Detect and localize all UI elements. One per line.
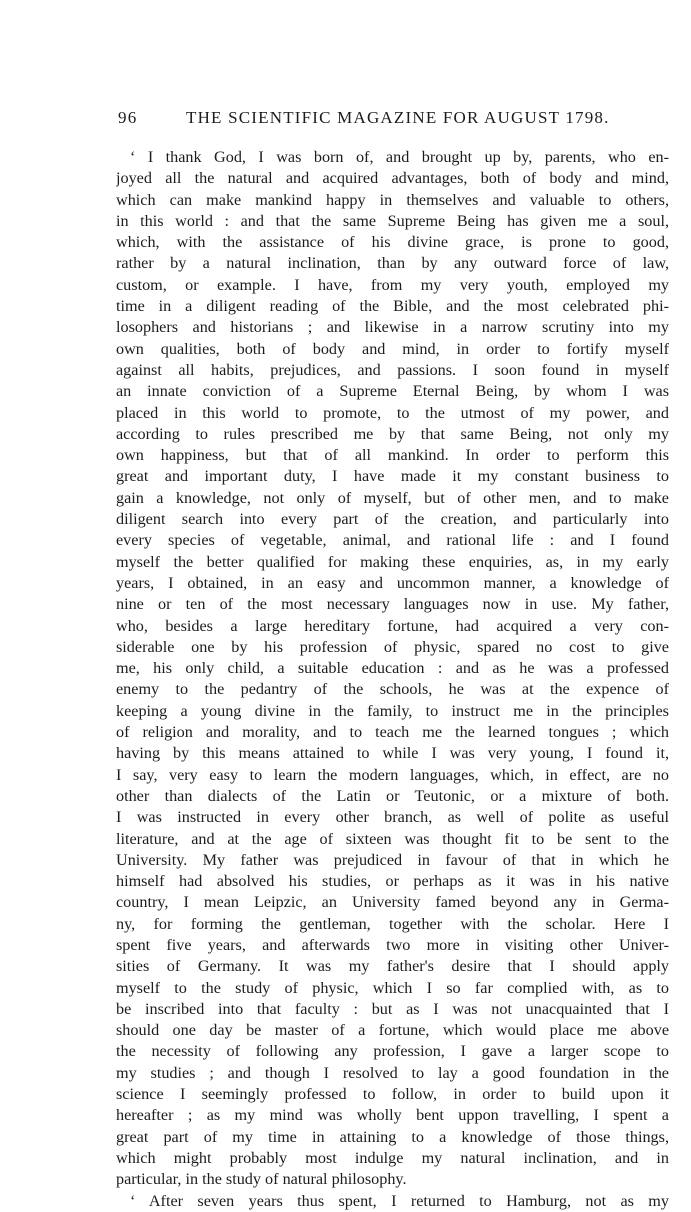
text-line: country, I mean Leipzic, an University famed beyond any in Germa- (116, 893, 669, 912)
text-line: other than dialects of the Latin or Teutonic, or a mixture of both. (116, 786, 669, 805)
text-line: I was instructed in every other branch, as well of polite as useful (116, 808, 669, 827)
text-line: diligent search into every part of the creation, and particularly into (116, 510, 669, 529)
text-line: my studies ; and though I resolved to lay a good foundation in the (116, 1063, 669, 1082)
text-line: ‘ I thank God, I was born of, and brought up by, parents, who en- (130, 148, 669, 166)
running-title: THE SCIENTIFIC MAGAZINE FOR AUGUST 1798. (186, 108, 610, 127)
text-line: rather by a natural inclination, than by any outward force of law, (116, 254, 669, 273)
text-line: hereafter ; as my mind was wholly bent uppon travelling, I spent a (116, 1106, 669, 1125)
text-line: placed in this world to promote, to the utmost of my power, and (116, 403, 669, 422)
text-line: which, with the assistance of his divine grace, is prone to good, (116, 233, 669, 252)
text-line: who, besides a large hereditary fortune, had acquired a very con- (116, 616, 669, 635)
text-line: an innate conviction of a Supreme Eternal Being, by whom I was (116, 382, 669, 401)
text-line: should one day be master of a fortune, which would place me above (116, 1021, 669, 1040)
running-header (118, 108, 674, 132)
text-line: I say, very easy to learn the modern languages, which, in effect, are no (116, 765, 669, 784)
text-line: custom, or example. I have, from my very youth, employed my (116, 275, 669, 294)
text-line: joyed all the natural and acquired advantages, both of body and mind, (116, 169, 669, 188)
text-line: own qualities, both of body and mind, in order to fortify myself (116, 339, 669, 358)
text-line: keeping a young divine in the family, to instruct me in the principles (116, 701, 669, 720)
text-line: nine or ten of the most necessary languages now in use. My father, (116, 595, 669, 614)
text-line: enemy to the pedantry of the schools, he was at the expence of (116, 680, 669, 699)
text-line: great part of my time in attaining to a knowledge of those things, (116, 1127, 669, 1146)
text-line: me, his only child, a suitable education : and as he was a professed (116, 659, 669, 678)
text-line: time in a diligent reading of the Bible, and the most celebrated phi- (116, 297, 669, 316)
text-line: great and important duty, I have made it my constant business to (116, 467, 669, 486)
text-line: own happiness, but that of all mankind. In order to perform this (116, 446, 669, 465)
text-line: be inscribed into that faculty : but as I was not unacquainted that I (116, 999, 669, 1018)
text-line: myself to the study of physic, which I so far complied with, as to (116, 978, 669, 997)
text-line: of religion and morality, and to teach me the learned tongues ; which (116, 723, 669, 742)
text-line: losophers and historians ; and likewise in a narrow scrutiny into my (116, 318, 669, 337)
text-line: years, I obtained, in an easy and uncommon manner, a knowledge of (116, 573, 669, 592)
text-line: having by this means attained to while I was very young, I found it, (116, 744, 669, 763)
text-line: which can make mankind happy in themselves and valuable to others, (116, 190, 669, 209)
text-line: sities of Germany. It was my father's desire that I should apply (116, 957, 669, 976)
text-line: which might probably most indulge my natural inclination, and in (116, 1148, 669, 1167)
text-line: particular, in the study of natural philosophy. (116, 1170, 407, 1189)
text-line: himself had absolved his studies, or perhaps as it was in his native (116, 872, 669, 891)
text-line: gain a knowledge, not only of myself, but of other men, and to make (116, 488, 669, 507)
text-line: myself the better qualified for making these enquiries, as, in my early (116, 552, 669, 571)
text-line: literature, and at the age of sixteen was thought fit to be sent to the (116, 829, 669, 848)
page-number: 96 (118, 108, 138, 127)
body-text (116, 147, 669, 1212)
text-line: University. My father was prejudiced in favour of that in which he (116, 850, 669, 869)
text-line: the necessity of following any profession, I gave a larger scope to (116, 1042, 669, 1061)
text-line: science I seemingly professed to follow, in order to build upon it (116, 1085, 669, 1104)
text-line: ‘ After seven years thus spent, I returned to Hamburg, not as my (130, 1191, 669, 1210)
text-line: spent five years, and afterwards two more in visiting other Univer- (116, 935, 669, 954)
text-line: in this world : and that the same Supreme Being has given me a soul, (116, 211, 669, 230)
text-line: according to rules prescribed me by that same Being, not only my (116, 424, 669, 443)
text-line: siderable one by his profession of physic, spared no cost to give (116, 637, 669, 656)
text-line: ny, for forming the gentleman, together with the scholar. Here I (116, 914, 669, 933)
text-line: against all habits, prejudices, and passions. I soon found in myself (116, 360, 669, 379)
text-line: every species of vegetable, animal, and rational life : and I found (116, 531, 669, 550)
